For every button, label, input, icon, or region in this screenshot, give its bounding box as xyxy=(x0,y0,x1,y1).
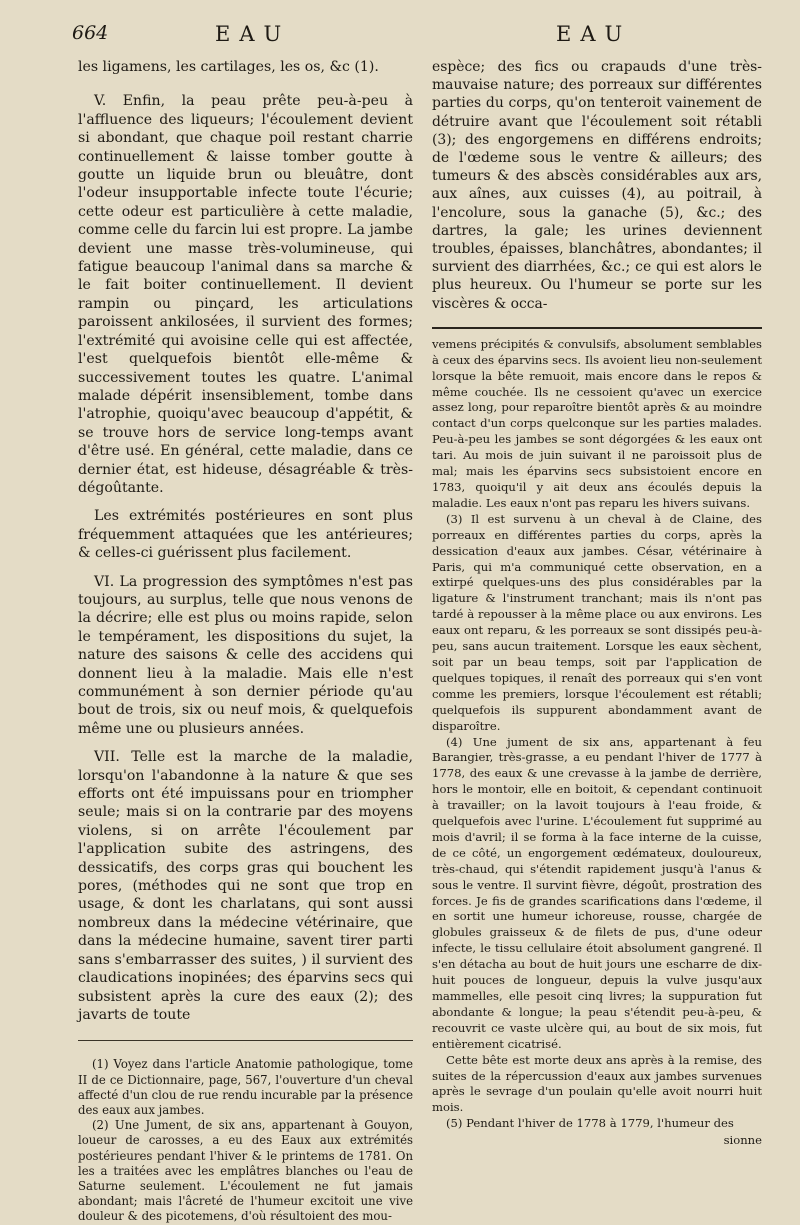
footnote-5: (5) Pendant l'hiver de 1778 à 1779, l'humeur des xyxy=(446,1116,734,1131)
footnote-3: (3) Il est survenu à un cheval à de Claine, des porreaux en différentes parties du corps, après la dessication d'eaux aux jambes. César, vétérinaire à Paris, qui m'a communiqué cette observation, en a extirpé quelques-uns des plus considérables par la ligature & l'instrument tranchant; mais ils n'ont pas tardé à repousser à la même place ou aux environs. Les eaux ont reparu, & les porreaux se sont dissipés peu-à-peu, sans aucun traitement. Lorsque les eaux sèchent, soit par un beau temps, soit par l'application de quelques topiques, il renaît des porreaux qui s'en vont comme les premiers, lorsque l'écoulement est rétabli; quelquefois ils suppurent abondamment avant de disparoître. xyxy=(432,511,762,733)
footnote-1: (1) Voyez dans l'article Anatomie pathologique, tome II de ce Dictionnaire, page, 567, l'ouverture d'un cheval affecté d'un clou de rue rendu incurable par la présence des eaux aux jambes. xyxy=(78,1057,413,1117)
footnote-2: (2) Une Jument, de six ans, appartenant à Gouyon, loueur de carosses, a eu des Eaux aux extrémités postérieures pendant l'hiver & le printems de 1781. On les a traitées avec les emplâtres blanches ou l'eau de Saturne seulement. L'écoulement ne fut jamais abondant; mais l'âcreté de l'humeur excitoit une vive douleur & des picotemens, d'où résultoient des mou- xyxy=(78,1118,413,1224)
left-column xyxy=(78,58,413,1225)
page-number: 664 xyxy=(72,22,109,44)
right-column xyxy=(432,58,762,1148)
footnote-divider xyxy=(78,1040,413,1041)
paragraph: espèce; des fics ou crapauds d'une très-mauvaise nature; des porreaux sur différentes parties du corps, qu'on tenteroit vainement de détruire avant que l'écoulement soit rétabli (3); des engorgemens en différens endroits; de l'œdeme sous le ventre & ailleurs; des tumeurs & des abscès considérables aux ars, aux aînes, aux cuisses (4), au poitrail, à l'encolure, sous la ganache (5), &c.; des dartres, la gale; les urines deviennent troubles, épaisses, blanchâtres, abondantes; il survient des diarrhées, &c.; ce qui est alors le plus heureux. Ou l'humeur se porte sur les viscères & occa- xyxy=(432,59,762,312)
running-header xyxy=(0,22,800,52)
paragraph-section-v: V. Enfin, la peau prête peu-à-peu à l'affluence des liqueurs; l'écoulement devient si abondant, que chaque poil restant charrie continuellement & laisse tomber goutte à goutte un liquide brun ou bleuâtre, dont l'odeur insupportable infecte toute l'écurie; cette odeur est particulière à cette maladie, comme celle du farcin lui est propre. La jambe devient une masse très-volumineuse, qui fatigue beaucoup l'animal dans sa marche & le fait boiter continuellement. Il devient rampin ou pinçard, les articulations paroissent ankilosées, il survient des formes; l'extrémité qui avoisine celle qui est affectée, l'est quelquefois bientôt elle-même & successivement toutes les quatre. L'animal malade dépérit insensiblement, tombe dans l'atrophie, quoiqu'avec beaucoup d'appétit, & se trouve hors de service long-temps avant d'être usé. En général, cette maladie, dans ce dernier état, est hideuse, désagréable & très-dégoûtante. xyxy=(78,93,413,496)
footnote-4-continued: Cette bête est morte deux ans après à la remise, des suites de la répercussion d'eaux aux jambes survenues après le sevrage d'un poulain qu'elle avoit nourri huit mois. xyxy=(432,1052,762,1115)
running-title-left: EAU xyxy=(215,22,291,46)
footnote-2-continued: vemens précipités & convulsifs, absolument semblables à ceux des éparvins secs. Ils avoient lieu non-seulement lorsque la bête remuoit, mais encore dans le repos & même couchée. Ils ne cessoient qu'avec un exercice assez long, pour reparoître bientôt après & au moindre contact d'un corps quelconque sur les parties malades. Peu-à-peu les jambes se sont dégorgées & les eaux ont tari. Au mois de juin suivant il ne paroissoit plus de mal; mais les éparvins secs subsistoient encore en 1783, quoiqu'il y ait deux ans écoulés depuis la maladie. Les eaux n'ont pas reparu les hivers suivans. xyxy=(432,336,762,510)
paragraph: Les extrémités postérieures en sont plus fréquemment attaquées que les antérieures; & celles-ci guérissent plus facilement. xyxy=(78,508,413,562)
running-title-right: EAU xyxy=(556,22,632,46)
paragraph-section-vii: VII. Telle est la marche de la maladie, lorsqu'on l'abandonne à la nature & que ses efforts ont été impuissans pour en triompher seule; mais si on la contrarie par des moyens violens, si on arrête l'écoulement par l'application subite des astringens, des dessicatifs, des corps gras qui bouchent les pores, (méthodes qui ne sont que trop en usage, & dont les charlatans, qui sont aussi nombreux dans la médecine vétérinaire, que dans la médecine humaine, savent tirer parti sans s'embarrasser des suites, ) il survient des claudications inopinées; des éparvins secs qui subsistent après la cure des eaux (2); des javarts de toute xyxy=(78,749,413,1023)
footnote-4: (4) Une jument de six ans, appartenant à feu Barangier, très-grasse, a eu pendant l'hiver de 1777 à 1778, des eaux & une crevasse à la jambe de derrière, hors le montoir, elle en boitoit, & cependant continuoit à travailler; on la lavoit toujours à l'eau froide, & quelquefois avec l'urine. L'écoulement fut supprimé au mois d'avril; il se forma à la face interne de la cuisse, de ce côté, un engorgement œdémateux, douloureux, très-chaud, qui s'étendit rapidement jusqu'à l'anus & sous le ventre. Il survint fièvre, dégoût, prostration des forces. Je fis de grandes scarifications dans l'œdeme, il en sortit une humeur ichoreuse, rousse, chargée de globules graisseux & de filets de pus, d'une odeur infecte, le tissu cellulaire étoit absolument gangrené. Il s'en détacha au bout de huit jours une escharre de dix-huit pouces de longueur, depuis la vulve jusqu'aux mammelles, elle pesoit cinq livres; la suppuration fut abondante & longue; la peau s'étendit peu-à-peu, & recouvrit ce vaste ulcère qui, au bout de six mois, fut entièrement cicatrisé. xyxy=(432,734,762,1051)
catchword: sionne xyxy=(723,1133,762,1148)
footnote-divider xyxy=(432,327,762,329)
paragraph: les ligamens, les cartilages, les os, &c (1). xyxy=(78,59,379,75)
paragraph-section-vi: VI. La progression des symptômes n'est pas toujours, au surplus, telle que nous venons de la décrire; elle est plus ou moins rapide, selon le tempérament, les dispositions du sujet, la nature des saisons & celle des accidens qui donnent lieu à la maladie. Mais elle n'est communément à son dernier période qu'au bout de trois, six ou neuf mois, & quelquefois même une ou plusieurs années. xyxy=(78,573,413,737)
